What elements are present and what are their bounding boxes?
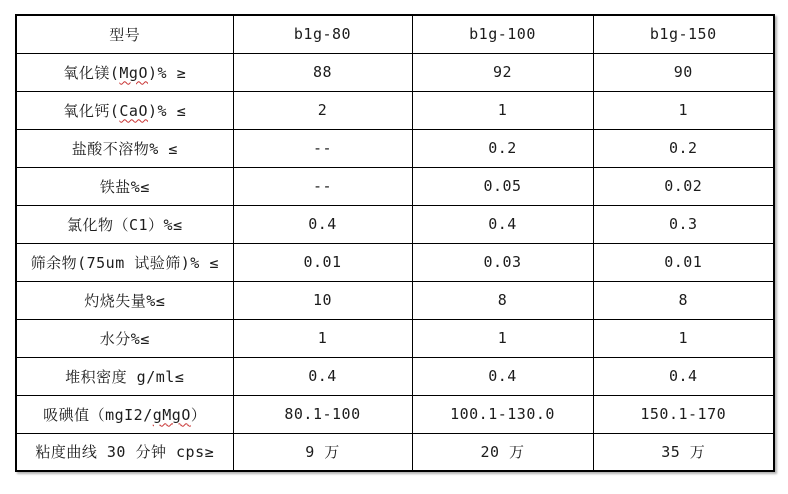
label-text: 氯化物（C1）%≤ <box>66 215 183 234</box>
row-label-cell <box>16 281 233 319</box>
value-cell: 0.01 <box>233 243 412 281</box>
value-cell: 9 万 <box>233 433 412 471</box>
value-cell: 150.1-170 <box>593 395 774 433</box>
table-row <box>16 129 774 167</box>
header-cell-b1g-150: b1g-150 <box>593 15 774 53</box>
row-label-cell <box>16 205 233 243</box>
spellcheck-underline-text: CaO <box>119 101 148 120</box>
label-text: 氧化镁( <box>63 63 120 82</box>
row-label-cell <box>16 167 233 205</box>
table-row <box>16 243 774 281</box>
value-cell: 0.4 <box>412 357 593 395</box>
table-row <box>16 167 774 205</box>
spellcheck-underline-text: MgO <box>119 63 148 82</box>
value-cell: 1 <box>412 91 593 129</box>
table-row <box>16 357 774 395</box>
spec-table <box>15 14 775 472</box>
label-text: 铁盐%≤ <box>99 177 150 196</box>
value-cell: 0.4 <box>412 205 593 243</box>
value-cell: 100.1-130.0 <box>412 395 593 433</box>
value-cell: 0.4 <box>593 357 774 395</box>
label-text: 堆积密度 g/ml≤ <box>65 367 185 386</box>
table-row <box>16 91 774 129</box>
label-text: 灼烧失量%≤ <box>84 291 166 310</box>
label-text: 水分%≤ <box>99 329 150 348</box>
row-label-cell <box>16 91 233 129</box>
row-label-cell <box>16 243 233 281</box>
row-label-cell <box>16 357 233 395</box>
value-cell: 2 <box>233 91 412 129</box>
value-cell: 80.1-100 <box>233 395 412 433</box>
value-cell: 90 <box>593 53 774 91</box>
value-cell: 1 <box>593 91 774 129</box>
value-cell: -- <box>233 167 412 205</box>
table-row <box>16 281 774 319</box>
label-text: 筛余物(75um 试验筛)% ≤ <box>30 253 219 272</box>
value-cell: 0.3 <box>593 205 774 243</box>
spellcheck-underline-text: gMgO <box>152 405 191 424</box>
value-cell: 1 <box>412 319 593 357</box>
value-cell: 20 万 <box>412 433 593 471</box>
value-cell: 0.2 <box>593 129 774 167</box>
value-cell: 1 <box>233 319 412 357</box>
value-cell: 92 <box>412 53 593 91</box>
value-cell: 0.2 <box>412 129 593 167</box>
label-text: 氧化钙( <box>63 101 120 120</box>
value-cell: 10 <box>233 281 412 319</box>
value-cell: 0.02 <box>593 167 774 205</box>
header-cell-model: 型号 <box>16 15 233 53</box>
header-cell-b1g-100: b1g-100 <box>412 15 593 53</box>
table-row <box>16 395 774 433</box>
value-cell: 0.05 <box>412 167 593 205</box>
row-label-cell <box>16 53 233 91</box>
label-text: )% ≤ <box>148 101 187 120</box>
value-cell: 0.4 <box>233 357 412 395</box>
label-text: )% ≥ <box>148 63 187 82</box>
label-text: 吸碘值（mgI2/ <box>43 405 153 424</box>
value-cell: 88 <box>233 53 412 91</box>
value-cell: 0.03 <box>412 243 593 281</box>
label-text: 盐酸不溶物% ≤ <box>71 139 178 158</box>
value-cell: 8 <box>593 281 774 319</box>
row-label-cell <box>16 129 233 167</box>
label-text: ） <box>190 405 207 424</box>
value-cell: -- <box>233 129 412 167</box>
table-row <box>16 205 774 243</box>
header-cell-b1g-80: b1g-80 <box>233 15 412 53</box>
row-label-cell <box>16 433 233 471</box>
row-label-cell <box>16 319 233 357</box>
row-label-cell <box>16 395 233 433</box>
value-cell: 8 <box>412 281 593 319</box>
label-text: 粘度曲线 30 分钟 cps≥ <box>35 443 215 462</box>
value-cell: 1 <box>593 319 774 357</box>
value-cell: 0.4 <box>233 205 412 243</box>
value-cell: 0.01 <box>593 243 774 281</box>
table-row <box>16 319 774 357</box>
table-row <box>16 433 774 471</box>
value-cell: 35 万 <box>593 433 774 471</box>
header-row <box>16 15 774 53</box>
table-row <box>16 53 774 91</box>
